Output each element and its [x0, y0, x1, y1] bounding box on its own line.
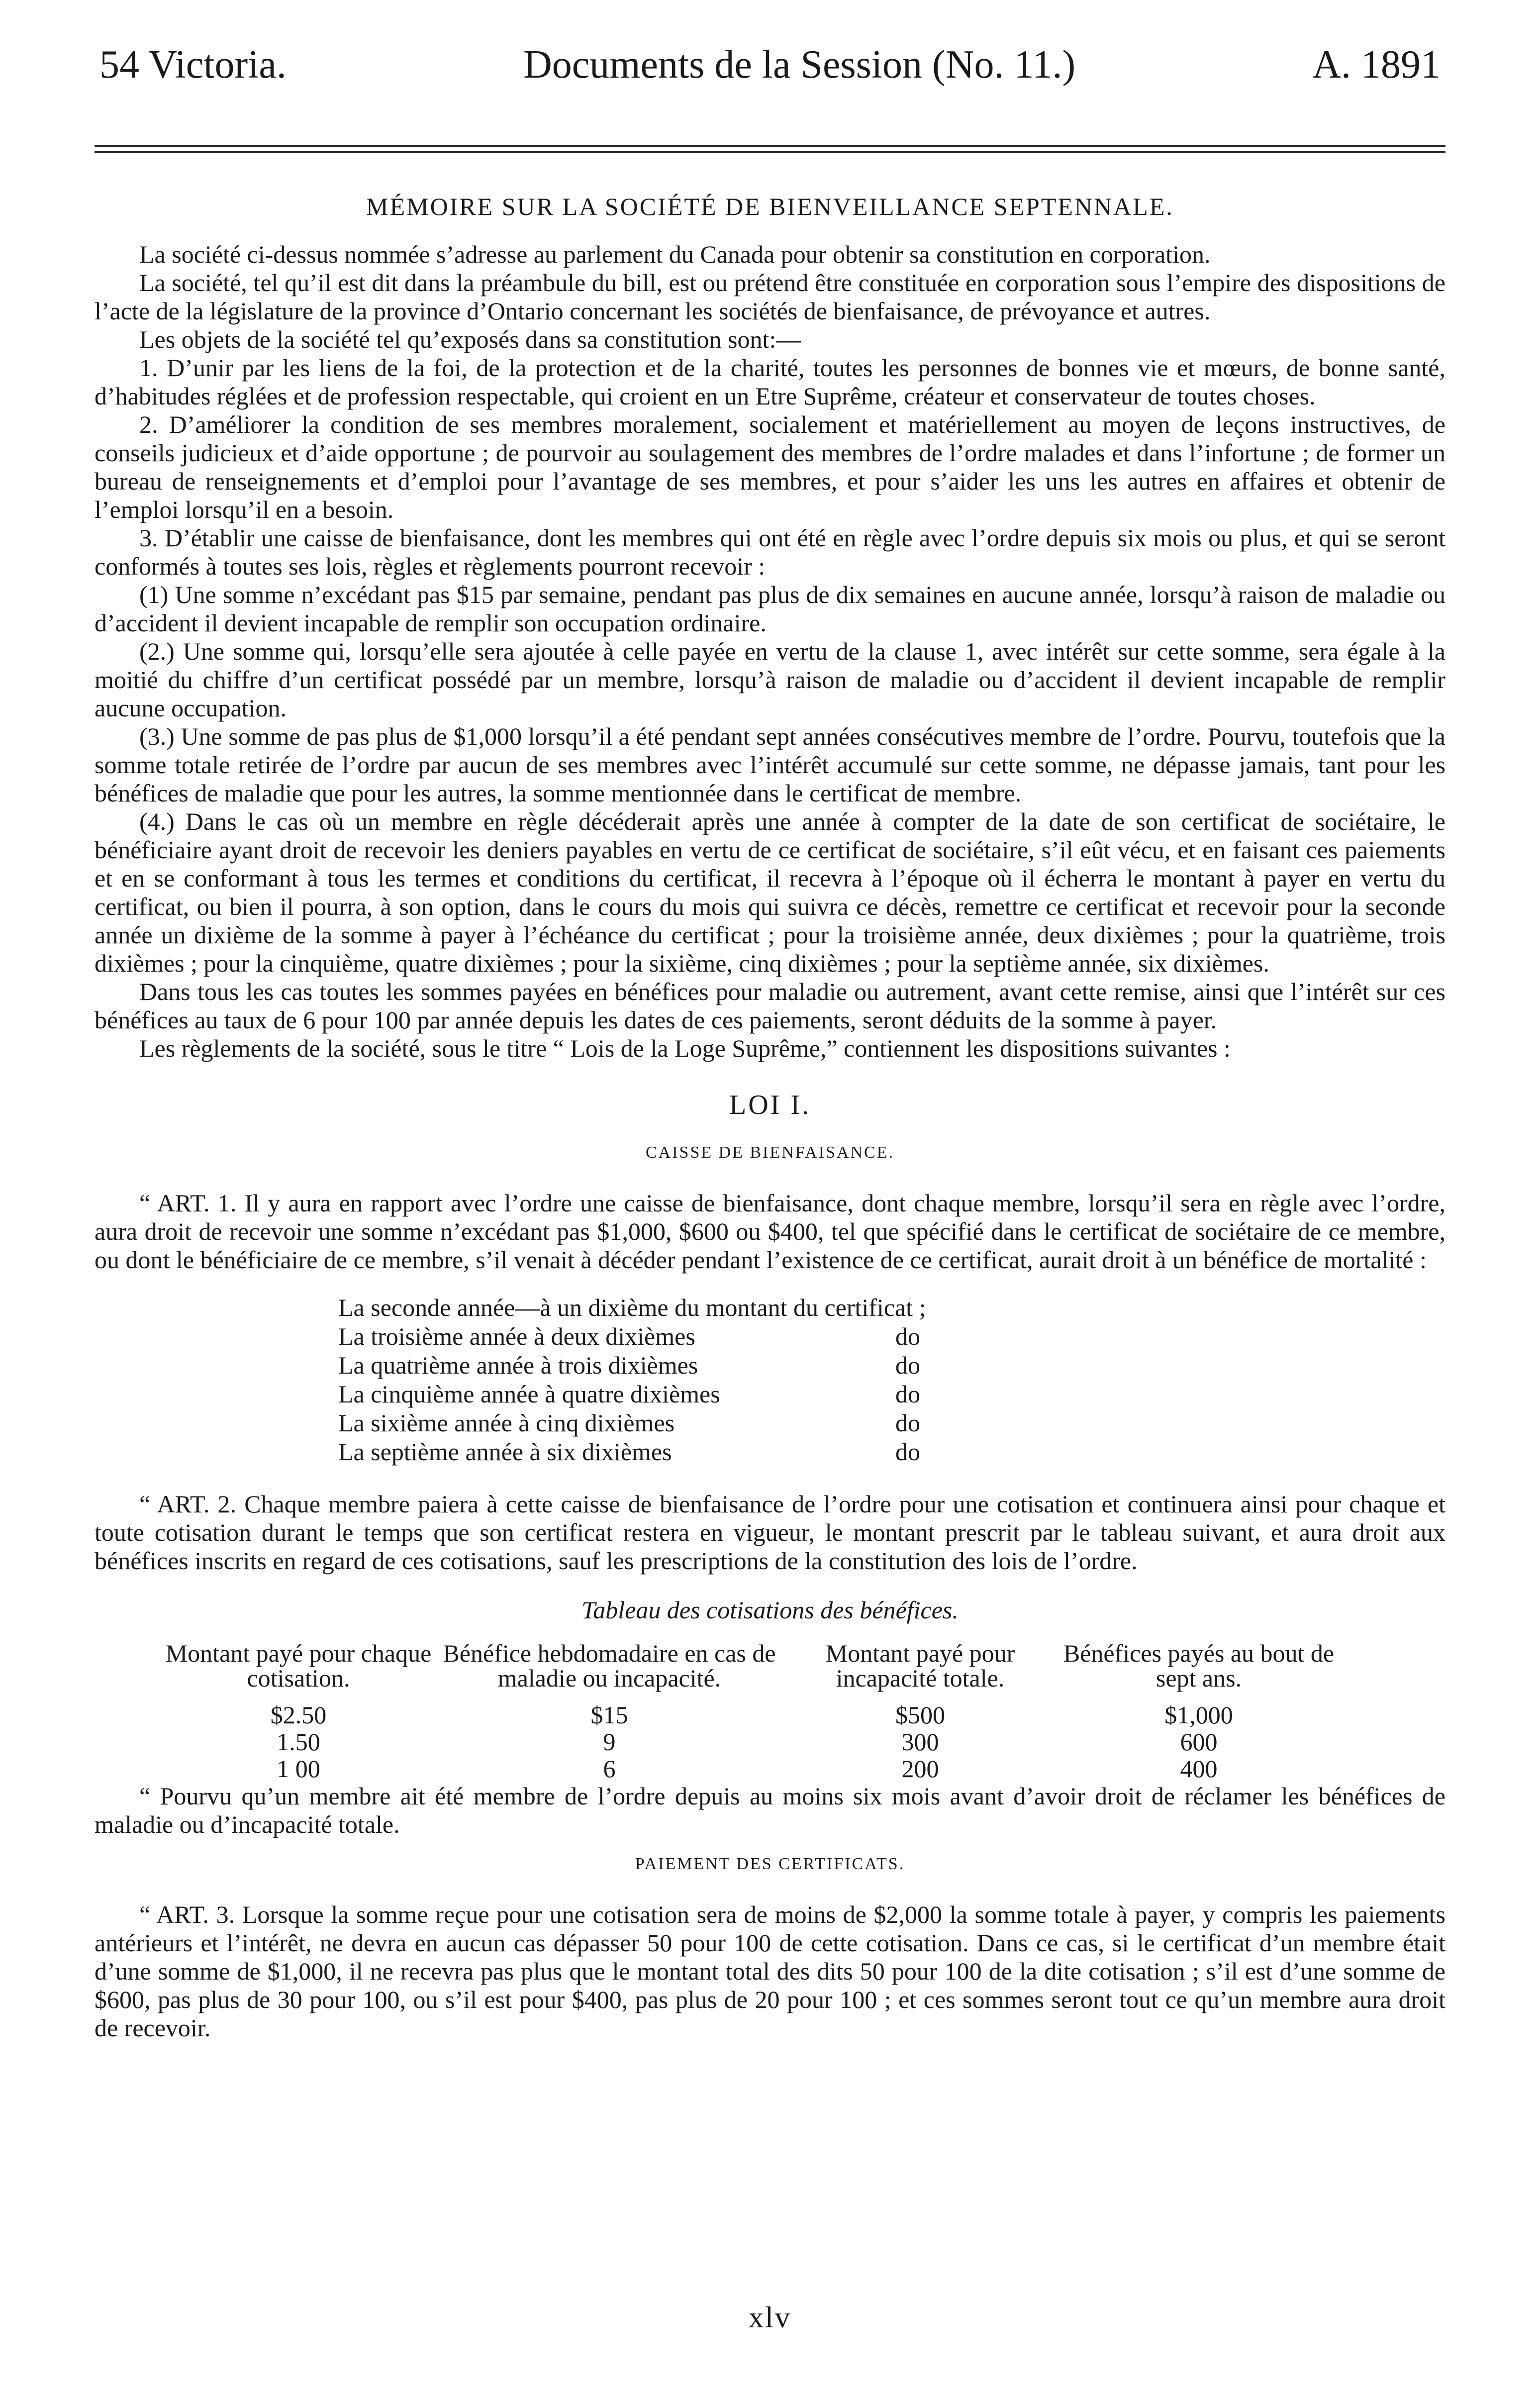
table-cell: 300	[901, 1728, 939, 1756]
schedule-label: La cinquième année à quatre dixièmes	[338, 1380, 720, 1408]
paragraph: 1. D’unir par les liens de la foi, de la protection et de la charité, toutes les personnes de bonnes vie et mœurs, de bonne santé, d’habitudes réglées et de profession respectable, qui croient en un Etre Suprême, créateur et conservateur de toutes choses.	[95, 354, 1445, 410]
schedule-row	[338, 1437, 1445, 1466]
paragraph: Dans tous les cas toutes les sommes payées en bénéfices pour maladie ou autrement, avant cette remise, ainsi que l’intérêt sur ces bénéfices au taux de 6 pour 100 par année depuis les dates de ces paiements, seront déduits de la somme à payer.	[95, 978, 1445, 1034]
table-cell: 400	[1180, 1755, 1218, 1783]
schedule-row	[338, 1322, 1445, 1351]
column-header: Montant payé pour chaque cotisation.	[165, 1639, 432, 1692]
article-3: “ ART. 3. Lorsque la somme reçue pour une cotisation sera de moins de $2,000 la somme totale à payer, y compris les paiements antérieurs et l’intérêt, ne devra en aucun cas dépasser 50 pour 100 de cette cotisation. Dans ce cas, si le certificat d’un membre était d’une somme de $1,000, il ne recevra pas plus que le montant total des dits 50 pour 100 de la dite cotisation ; s’il est d’une somme de $600, pas plus de 30 pour 100, ou s’il est pour $400, pas plus de 20 pour 100 ; et ces sommes seront tout ce qu’un membre aura droit de recevoir.	[95, 1900, 1445, 2042]
schedule-ditto: do	[895, 1322, 920, 1350]
page-title: MÉMOIRE SUR LA SOCIÉTÉ DE BIENVEILLANCE SEPTENNALE.	[366, 193, 1174, 220]
schedule-ditto: do	[895, 1351, 920, 1379]
paragraph: 3. D’établir une caisse de bienfaisance, dont les membres qui ont été en règle avec l’ordre depuis six mois ou plus, et qui se seront conformés à toutes ses lois, règles et règlements pourront recevoir :	[95, 524, 1445, 580]
table-cell: 6	[603, 1755, 616, 1783]
paragraph: 2. D’améliorer la condition de ses membres moralement, socialement et matériellement au moyen de leçons instructives, de conseils judicieux et d’aide opportune ; de pourvoir au soulagement des membres de l’ordre malades et dans l’infortune ; de former un bureau de renseignements et d’emploi pour l’avantage de ses membres, et pour s’aider les uns les autres en affaires et obtenir de l’emploi lorsqu’il en a besoin.	[95, 410, 1445, 523]
schedule-ditto: do	[895, 1409, 920, 1437]
table-row	[159, 1701, 1338, 1728]
schedule-label: La quatrième année à trois dixièmes	[338, 1351, 698, 1379]
paragraph: (2.) Une somme qui, lorsqu’elle sera ajoutée à celle payée en vertu de la clause 1, avec intérêt sur cette somme, sera égale à la moitié du chiffre d’un certificat possédé par un membre, lorsqu’à raison de maladie ou d’accident il devient incapable de remplir aucune occupation.	[95, 637, 1445, 722]
table-cell: $2.50	[270, 1701, 327, 1729]
paragraph: Les objets de la société tel qu’exposés dans sa constitution sont:—	[139, 325, 801, 353]
table-row	[159, 1755, 1338, 1782]
table-cell: 1.50	[277, 1728, 320, 1756]
table-header-row	[159, 1641, 1338, 1701]
table-cell: $500	[895, 1701, 945, 1729]
header-rule	[95, 145, 1445, 147]
column-header: Bénéfices payés au bout de sept ans.	[1063, 1639, 1335, 1692]
schedule-ditto: do	[895, 1438, 920, 1466]
header-rule-double	[95, 151, 1445, 153]
paragraph: (4.) Dans le cas où un membre en règle décéderait après une année à compter de la date de son certificat de sociétaire, le bénéficiaire ayant droit de recevoir les deniers payables en vertu de ce certificat de sociétaire, s’il eût vécu, et en faisant ces paiements et en se conformant à tous les termes et conditions du certificat, il recevra à l’époque où il écherra le montant à payer en vertu du certificat, ou bien il pourra, à son option, dans le cours du mois qui suivra ce décès, remettre ce certificat et recevoir pour la seconde année un dixième de la somme à payer à l’échéance du certificat ; pour la troisième année, deux dixièmes ; pour la quatrième, trois dixièmes ; pour la cinquième, quatre dixièmes ; pour la sixième, cinq dixièmes ; pour la septième année, six dixièmes.	[95, 807, 1445, 977]
article-2: “ ART. 2. Chaque membre paiera à cette caisse de bienfaisance de l’ordre pour une cotisation et continuera ainsi pour chaque et toute cotisation durant le temps que son certificat restera en vigueur, le montant prescrit par le tableau suivant, et aura droit aux bénéfices inscrits en regard de ces cotisations, sauf les prescriptions de la constitution des lois de l’ordre.	[95, 1490, 1445, 1575]
subsection-heading: PAIEMENT DES CERTIFICATS.	[635, 1855, 905, 1873]
schedule-label: La seconde année—à un dixième du montant du certificat ;	[338, 1294, 926, 1321]
intro-section	[95, 240, 1445, 1063]
schedule-label: La sixième année à cinq dixièmes	[338, 1409, 675, 1437]
schedule-row	[338, 1408, 1445, 1437]
header-title: Documents de la Session (No. 11.)	[523, 43, 1076, 87]
contributions-table	[159, 1641, 1338, 1782]
table-row	[159, 1728, 1338, 1755]
table-cell: $15	[590, 1701, 628, 1729]
schedule-row	[338, 1351, 1445, 1380]
paragraph: (3.) Une somme de pas plus de $1,000 lorsqu’il a été pendant sept années consécutives membre de l’ordre. Pourvu, toutefois que la somme totale retirée de l’ordre par aucun de ses membres avec l’intérêt accumulé sur cette somme, ne dépasse jamais, tant pour les bénéfices de maladie que pour les autres, la somme mentionnée dans le certificat de membre.	[95, 722, 1445, 807]
schedule-label: La troisième année à deux dixièmes	[338, 1322, 695, 1350]
running-header	[95, 40, 1445, 90]
benefit-schedule	[338, 1293, 1445, 1466]
paragraph: Les règlements de la société, sous le titre “ Lois de la Loge Suprême,” contiennent les dispositions suivantes :	[139, 1034, 1231, 1062]
table-cell: $1,000	[1164, 1701, 1233, 1729]
schedule-label: La septième année à six dixièmes	[338, 1438, 672, 1466]
schedule-row	[338, 1380, 1445, 1408]
proviso: “ Pourvu qu’un membre ait été membre de l’ordre depuis au moins six mois avant d’avoir droit de réclamer les bénéfices de maladie ou d’incapacité totale.	[95, 1782, 1445, 1838]
paragraph: La société ci-dessus nommée s’adresse au parlement du Canada pour obtenir sa constitution en corporation.	[139, 240, 1211, 268]
header-volume: 54 Victoria.	[99, 43, 287, 87]
paragraph: La société, tel qu’il est dit dans la préambule du bill, est ou prétend être constituée en corporation sous l’empire des dispositions de l’acte de la législature de la province d’Ontario concernant les sociétés de bienfaisance, de prévoyance et autres.	[95, 269, 1445, 325]
schedule-row	[338, 1293, 1445, 1322]
table-cell: 9	[603, 1728, 616, 1756]
table-caption: Tableau des cotisations des bénéfices.	[581, 1596, 959, 1624]
page-number: xlv	[749, 2301, 791, 2334]
table-cell: 600	[1180, 1728, 1218, 1756]
header-year: A. 1891	[1312, 43, 1441, 87]
table-cell: 1 00	[277, 1755, 320, 1783]
section-subheading: CAISSE DE BIENFAISANCE.	[645, 1143, 894, 1162]
table-cell: 200	[901, 1755, 939, 1783]
column-header: Montant payé pour incapacité totale.	[825, 1639, 1015, 1692]
paragraph: (1) Une somme n’excédant pas $15 par semaine, pendant pas plus de dix semaines en aucune année, lorsqu’à raison de maladie ou d’accident il devient incapable de remplir son occupation ordinaire.	[95, 581, 1445, 637]
schedule-ditto: do	[895, 1380, 920, 1408]
column-header: Bénéfice hebdomadaire en cas de maladie ou incapacité.	[443, 1639, 776, 1692]
section-heading: LOI I.	[729, 1090, 811, 1120]
article-1: “ ART. 1. Il y aura en rapport avec l’ordre une caisse de bienfaisance, dont chaque membre, lorsqu’il sera en règle avec l’ordre, aura droit de recevoir une somme n’excédant pas $1,000, $600 ou $400, tel que spécifié dans le certificat de sociétaire de ce membre, ou dont le bénéficiaire de ce membre, s’il venait à décéder pendant l’existence de ce certificat, aurait droit à un bénéfice de mortalité :	[95, 1189, 1445, 1274]
